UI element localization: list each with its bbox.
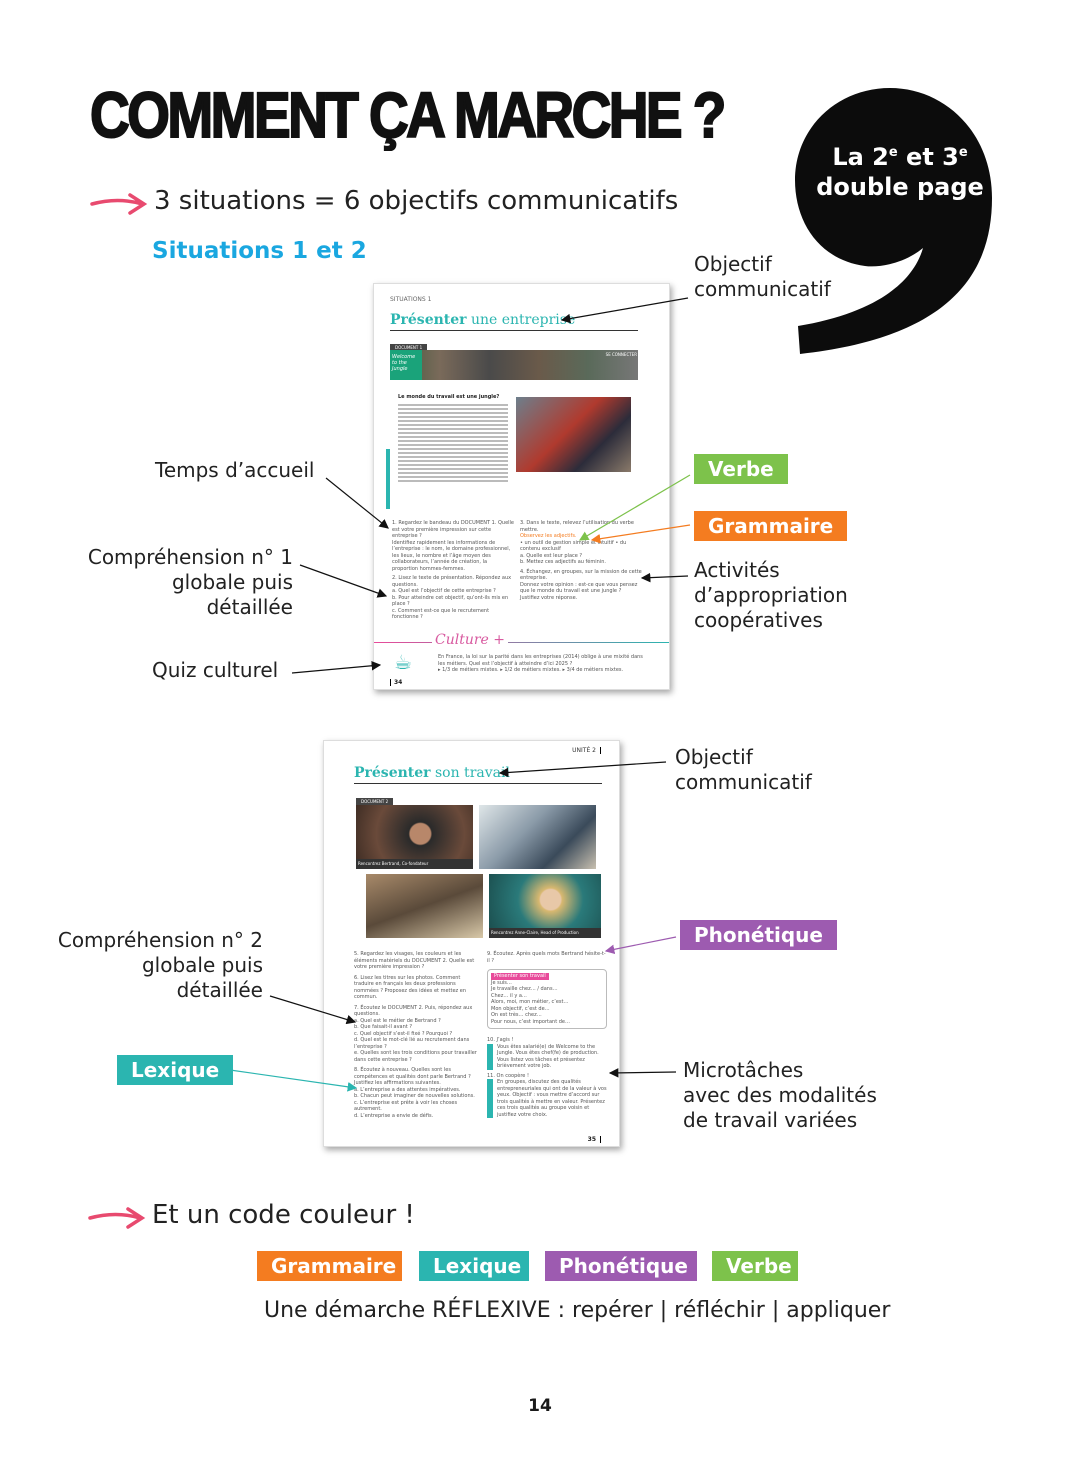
demarche-text: Une démarche RÉFLEXIVE : repérer | réfléchir | appliquer (264, 1298, 891, 1323)
arrow-phonetique (606, 937, 676, 951)
label-objectif-2: Objectif communicatif (675, 745, 812, 794)
doc-label: DOCUMENT 1 (390, 344, 427, 351)
thumb-header: SITUATIONS 1 (390, 296, 432, 303)
legend-lexique: Lexique (419, 1251, 529, 1281)
exercises-right: 3. Dans le texte, relevez l’utilisation du verbe mettre. Observez les adjectifs. • un outil de gestion simple et intuitif • du contenu exclusif a. Quelle est leur place ? b. Mettez ces adjectifs au féminin. 4. Échangez, en groupes, sur la mission de cette entreprise. Donnez votre opinion : est-ce que vous pensez que le monde du travail est une jungle ? Justifiez votre réponse. (520, 520, 642, 601)
legend-phonetique: Phonétique (545, 1251, 697, 1281)
arrow-grammaire (592, 525, 690, 540)
expression-box: Présenter son travail Je suis… Je travaille chez… / dans… Chez… il y a… Alors, moi, mon métier, c’est… Mon objectif, c’est de… On est très… chez… Pour nous, c’est important de… (487, 969, 607, 1029)
page-title: COMMENT ÇA MARCHE ? (90, 79, 724, 151)
thumb-header: UNITÉ 2 (572, 747, 601, 754)
exercises-right: 9. Écoutez. Après quels mots Bertrand hésite-t-il ? Présenter son travail Je suis… Je travaille chez… / dans… Chez… il y a… Alors, moi, mon métier, c’est… Mon objectif, c’est de… On est très… chez… Pour nous, c’est important de… 10. J’agis ! Vous êtes salarié(e) de Welcome to the Jungle. Vous êtes chef(fe) de production. Vous listez vos tâches et présentez brièvement votre job. 11. On coopère ! En groupes, discutez des qualités entrepreneuriales qui ont de la valeur à vos yeux. Objectif : vous mettre d’accord sur trois qualités à mettre en valeur. Présentez ces trois qualités au groupe voisin et justifiez votre choix. (487, 951, 607, 1118)
legend-grammaire: Grammaire (257, 1251, 402, 1281)
culture-text: En France, la loi sur la parité dans les entreprises (2014) oblige à une mixité dans les métiers. Quel est l’objectif à atteindre d’ici 2025 ? ▸ 1/3 de métiers mixtes. ▸ 1/2 de métiers mixtes. ▸ 3/4 de métiers mixtes. (438, 654, 643, 673)
label-activites: Activités d’appropriation coopératives (694, 558, 848, 632)
label-comprehension-2: Compréhension n° 2 globale puis détaillée (57, 928, 263, 1002)
logo: Welcome to the Jungle (390, 350, 422, 380)
arrow-microtaches (610, 1072, 676, 1073)
article-title: Le monde du travail est une jungle? (398, 394, 500, 400)
bubble-text: La 2e et 3e double page (816, 143, 984, 201)
code-couleur-heading: Et un code couleur ! (152, 1200, 415, 1230)
label-quiz: Quiz culturel (152, 658, 279, 682)
arrow-icon (88, 1206, 146, 1230)
culture-heading: Culture + (432, 632, 508, 648)
tag-verbe: Verbe (694, 454, 788, 484)
arrow-activites (642, 576, 688, 578)
doc-label: DOCUMENT 2 (356, 798, 393, 805)
label-microtaches: Microtâches avec des modalités de travail variées (683, 1058, 877, 1132)
arrow-comp2 (270, 996, 355, 1022)
caption: Rencontrez Bertrand, Co-fondateur (356, 859, 473, 869)
arrow-temps (326, 478, 388, 528)
exercises-left: 5. Regardez les visages, les couleurs et les éléments matériels du DOCUMENT 2. Quelle est votre première impression ? 6. Lisez les titres sur les photos. Comment traduire en français les deux professions nommées ? Proposez des idées et mettez en commun. 7. Écoutez le DOCUMENT 2. Puis, répondez aux questions. a. Quel est le métier de Bertrand ? b. Que faisait-il avant ? c. Quel objectif s’est-il fixé ? Pourquoi ? d. Quel est le mot-clé lié au recrutement dans l’entreprise ? e. Quelles sont les trois conditions pour travailler dans cette entreprise ? 8. Écoutez à nouveau. Quelles sont les compétences et qualités dont parle Bertrand ? Justifiez les affirmations suivantes. a. L’entreprise a des attentes impératives. b. Chacun peut imaginer de nouvelles solutions. c. L’entreprise est prête à voir les choses autrement. d. L’entreprise a envie de défis. (354, 951, 477, 1119)
thumb-page-number: 34 (390, 679, 402, 686)
thumb-title: Présenter son travail (354, 765, 510, 781)
label-comprehension-1: Compréhension n° 1 globale puis détaillée (87, 545, 293, 619)
arrow-objectif-2 (500, 762, 666, 773)
arrow-objectif-1 (562, 298, 688, 320)
arrow-quiz (292, 665, 380, 673)
page-number: 14 (528, 1396, 552, 1416)
label-objectif-1: Objectif communicatif (694, 252, 831, 301)
subtitle: 3 situations = 6 objectifs communicatifs (154, 186, 679, 216)
arrow-comp1 (300, 565, 386, 596)
situations-heading: Situations 1 et 2 (152, 238, 367, 264)
connect-label: SE CONNECTER (605, 352, 637, 357)
arrow-verbe (580, 475, 690, 540)
thumb-page-number: 35 (588, 1136, 601, 1143)
caption: Rencontrez Anne-Claire, Head of Production (489, 928, 601, 938)
thumb-title: Présenter une entreprise (390, 312, 576, 328)
exercises-left: 1. Regardez le bandeau du DOCUMENT 1. Quelle est votre première impression sur cette entreprise ? Identifiez rapidement les informations de l’entreprise : le nom, le domaine professionnel, les lieux, le nombre et l’âge moyen des collaborateurs, l’année de création, la proportion hommes-femmes. 2. Lisez le texte de présentation. Répondez aux questions. a. Quel est l’objectif de cette entreprise ? b. Pour atteindre cet objectif, qu’ont-ils mis en place ? c. Comment est-ce que le recrutement fonctionne ? (392, 520, 515, 620)
tag-lexique: Lexique (117, 1055, 233, 1085)
tag-phonetique: Phonétique (680, 920, 837, 950)
tag-grammaire: Grammaire (694, 511, 847, 541)
cafe-icon: ☕ (394, 650, 412, 674)
legend-verbe: Verbe (712, 1251, 798, 1281)
arrow-lexique (230, 1070, 356, 1088)
label-temps-accueil: Temps d’accueil (155, 458, 315, 482)
